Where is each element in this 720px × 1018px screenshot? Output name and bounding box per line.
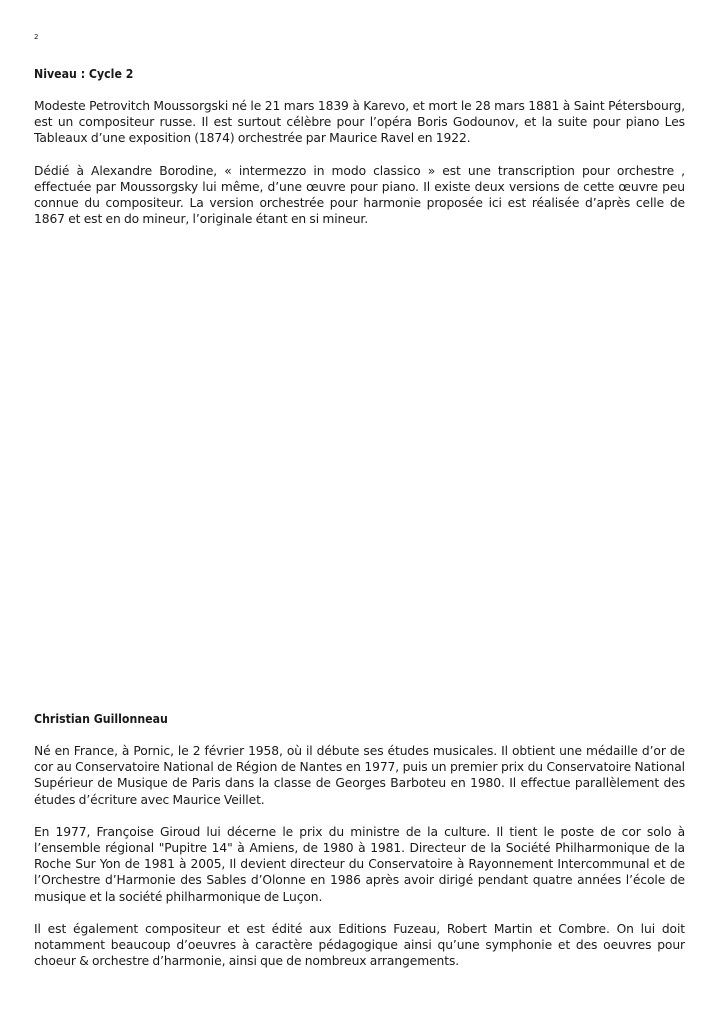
- author-section: [34, 711, 685, 985]
- level-heading: Niveau : Cycle 2: [34, 66, 134, 81]
- work-description-paragraph: Dédié à Alexandre Borodine, « intermezzo in modo classico » est une transcription pour orchestre , effectuée par Moussorgsky lui même, d’une œuvre pour piano. Il existe deux versions de cette œuvre peu connue du compositeur. La version orchestrée pour harmonie proposée ici est réalisée d’après celle de 1867 et est en do mineur, l’originale étant en si mineur.: [34, 163, 685, 227]
- author-works-paragraph: Il est également compositeur et est édité aux Editions Fuzeau, Robert Martin et Combre. On lui doit notamment beaucoup d’oeuvres à caractère pédagogique ainsi qu’une symphonie et des oeuvres pour choeur & orchestre d’harmonie, ainsi que de nombreux arrangements.: [34, 921, 685, 969]
- page-number: 2: [34, 33, 39, 41]
- author-career-paragraph: En 1977, Françoise Giroud lui décerne le prix du ministre de la culture. Il tient le poste de cor solo à l’ensemble régional "Pupitre 14" à Amiens, de 1980 à 1981. Directeur de la Société Philharmonique de la Roche Sur Yon de 1981 à 2005, Il devient directeur du Conservatoire à Rayonnement Intercommunal et de l’Orchestre d’Harmonie des Sables d’Olonne en 1986 après avoir dirigé pendant quatre années l’école de musique et la société philharmonique de Luçon.: [34, 824, 685, 904]
- level-section: [34, 66, 685, 243]
- author-heading: Christian Guillonneau: [34, 711, 168, 726]
- composer-bio-paragraph: Modeste Petrovitch Moussorgski né le 21 mars 1839 à Karevo, et mort le 28 mars 1881 à Saint Pétersbourg, est un compositeur russe. Il est surtout célèbre pour l’opéra Boris Godounov, et la suite pour piano Les Tableaux d’une exposition (1874) orchestrée par Maurice Ravel en 1922.: [34, 99, 685, 146]
- author-bio-paragraph: Né en France, à Pornic, le 2 février 1958, où il débute ses études musicales. Il obtient une médaille d’or de cor au Conservatoire National de Région de Nantes en 1977, puis un premier prix du Conservatoire National Supérieur de Musique de Paris dans la classe de Georges Barboteu en 1980. Il effectue parallèlement des études d’écriture avec Maurice Veillet.: [34, 744, 685, 807]
